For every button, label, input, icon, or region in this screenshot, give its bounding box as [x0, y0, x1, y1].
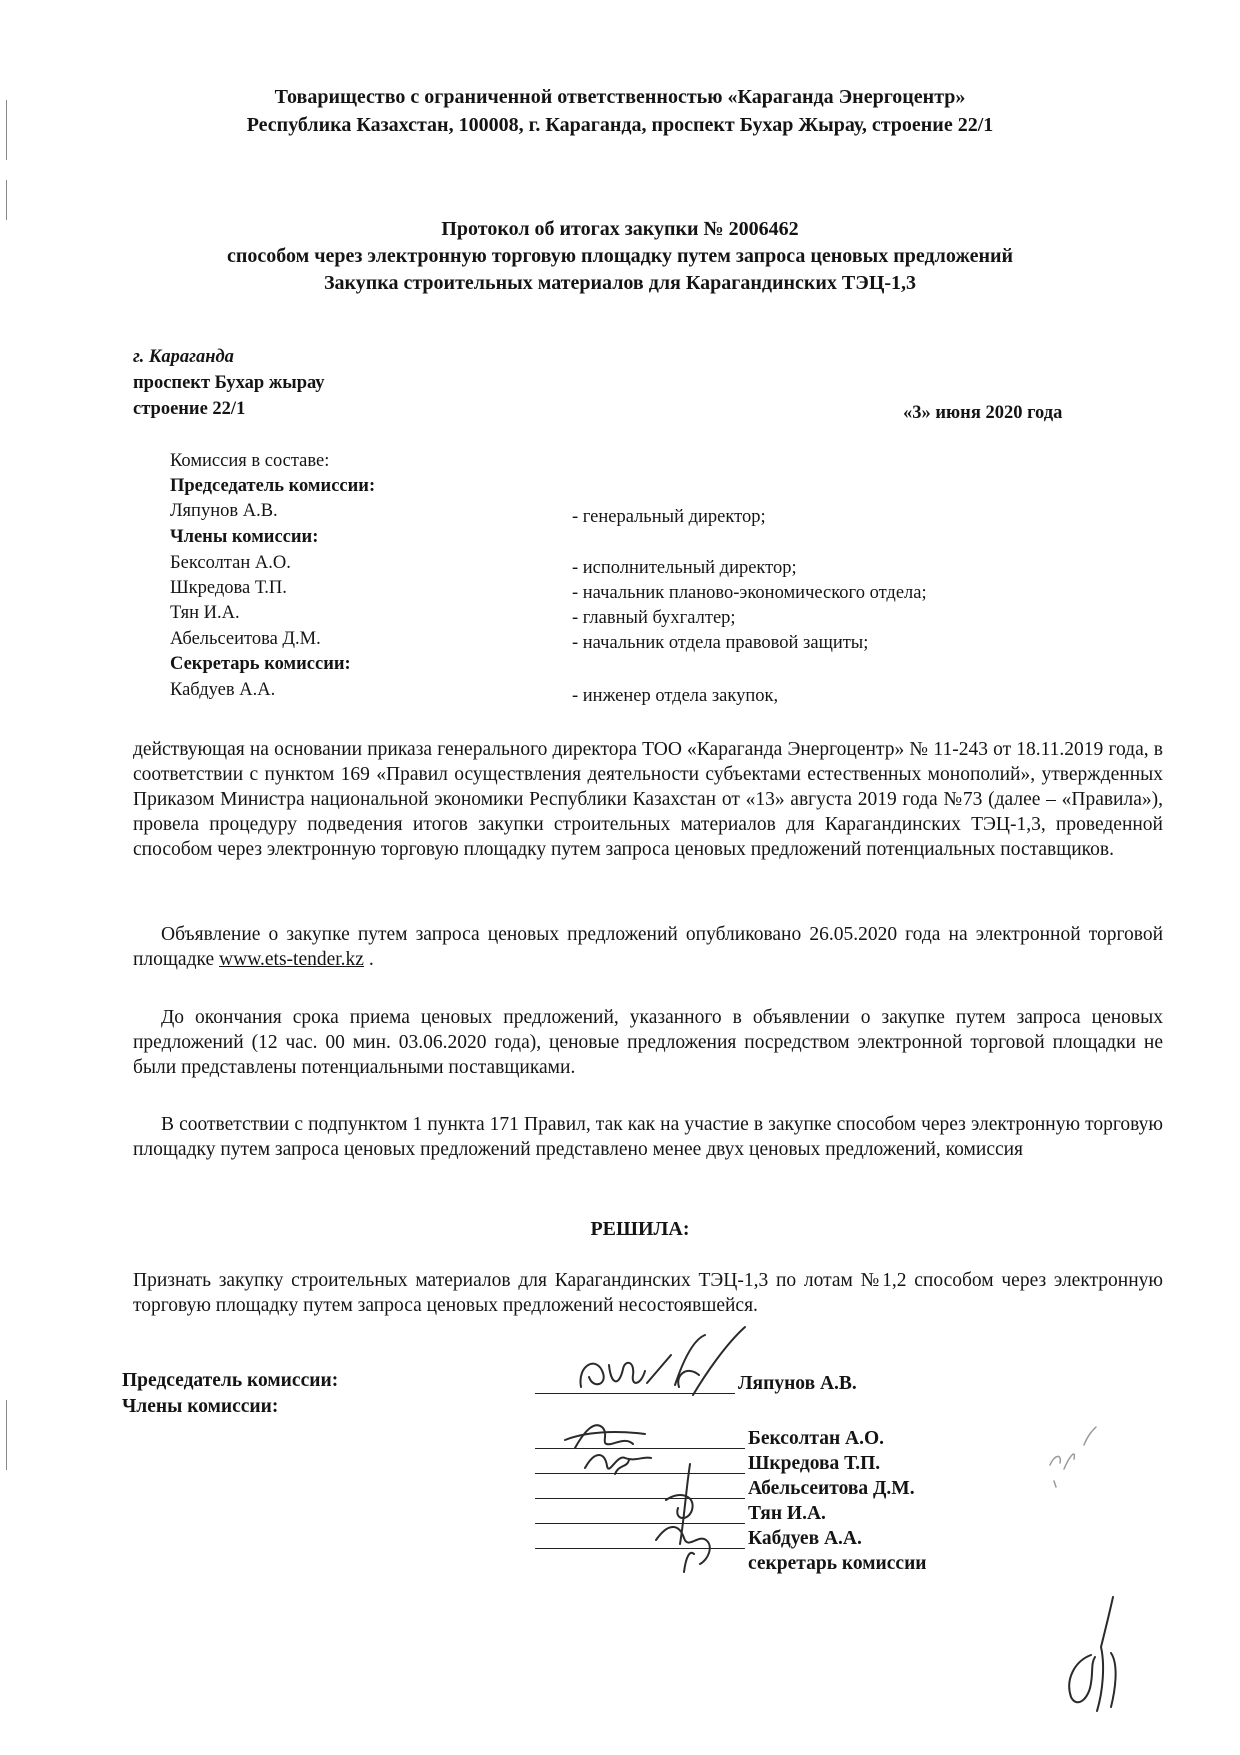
- signature-name: Шкредова Т.П.: [748, 1453, 881, 1474]
- signature-secretary-note: секретарь комиссии: [748, 1553, 927, 1574]
- signature-chair-label: Председатель комиссии:: [122, 1370, 339, 1391]
- place-building: строение 22/1: [133, 399, 246, 419]
- page-initials-signature: [1055, 1595, 1145, 1715]
- secretary-name: Кабдуев А.А.: [170, 680, 276, 700]
- scan-edge-mark: [6, 1400, 7, 1470]
- place-city: г. Караганда: [133, 347, 234, 367]
- company-address: Республика Казахстан, 100008, г. Караганда, проспект Бухар Жырау, строение 22/1: [246, 114, 994, 136]
- commission-intro: Комиссия в составе:: [170, 451, 330, 471]
- signature-name: Абельсеитова Д.М.: [748, 1478, 915, 1499]
- member-role: - начальник планово-экономического отдела;: [572, 583, 927, 603]
- signature-name: Бексолтан А.О.: [748, 1428, 885, 1449]
- protocol-date: «3» июня 2020 года: [903, 403, 1063, 423]
- signature-name: Тян И.А.: [748, 1503, 826, 1524]
- members-heading: Члены комиссии:: [170, 527, 319, 547]
- faint-initials-mark: [1040, 1425, 1100, 1495]
- signature-name: Кабдуев А.А.: [748, 1528, 862, 1549]
- handwritten-signature: [650, 1460, 760, 1580]
- protocol-title: Протокол об итогах закупки № 2006462: [441, 218, 799, 240]
- secretary-role: - инженер отдела закупок,: [572, 686, 779, 706]
- handwritten-signature: [575, 1325, 755, 1405]
- member-name: Шкредова Т.П.: [170, 578, 287, 598]
- ets-tender-link[interactable]: www.ets-tender.kz: [219, 949, 364, 970]
- company-name: Товарищество с ограниченной ответственностью «Караганда Энергоцентр»: [274, 86, 966, 108]
- decision-heading: РЕШИЛА:: [590, 1218, 690, 1240]
- decision-text: Признать закупку строительных материалов для Карагандинских ТЭЦ-1,3 по лотам №1,2 способом через электронную торговую площадку путем запроса ценовых предложений несостоявшейся.: [133, 1270, 1163, 1316]
- announcement-text: Объявление о закупке путем запроса ценовых предложений опубликовано 26.05.2020 года на электронной торговой площадке: [133, 924, 1163, 970]
- paragraph-deadline: До окончания срока приема ценовых предложений, указанного в объявлении о закупке путем запроса ценовых предложений (12 час. 00 мин. 03.06.2020 года), ценовые предложения посредством электронной торговой площадки не были представлены потенциальными поставщиками.: [133, 1007, 1163, 1078]
- place-street: проспект Бухар жырау: [133, 373, 325, 393]
- scan-edge-mark: [6, 100, 7, 160]
- secretary-heading: Секретарь комиссии:: [170, 654, 351, 674]
- paragraph-announcement: [133, 922, 1163, 972]
- member-name: Бексолтан А.О.: [170, 553, 291, 573]
- scan-edge-mark: [6, 180, 7, 220]
- member-name: Абельсеитова Д.М.: [170, 629, 321, 649]
- signature-chair-name: Ляпунов А.В.: [738, 1373, 857, 1394]
- member-role: - начальник отдела правовой защиты;: [572, 633, 869, 653]
- chair-role: - генеральный директор;: [572, 507, 766, 527]
- announcement-end: .: [368, 949, 374, 970]
- chair-heading: Председатель комиссии:: [170, 476, 376, 496]
- signature-members-label: Члены комиссии:: [122, 1396, 279, 1417]
- paragraph-rules: В соответствии с подпунктом 1 пункта 171 Правил, так как на участие в закупке способом через электронную торговую площадку путем запроса ценовых предложений представлено менее двух ценовых предложений, комиссия: [133, 1114, 1163, 1160]
- member-name: Тян И.А.: [170, 603, 240, 623]
- protocol-method: способом через электронную торговую площадку путем запроса ценовых предложений: [226, 245, 1014, 267]
- member-role: - исполнительный директор;: [572, 558, 797, 578]
- paragraph-basis: действующая на основании приказа генерального директора ТОО «Караганда Энергоцентр» № 11-243 от 18.11.2019 года, в соответствии с пунктом 169 «Правил осуществления деятельности субъектами естественных монополий», утвержденных Приказом Министра национальной экономики Республики Казахстан от «13» августа 2019 года №73 (далее – «Правила»), провела процедуру подведения итогов закупки строительных материалов для Карагандинских ТЭЦ-1,3, проведенной способом через электронную торговую площадку путем запроса ценовых предложений потенциальных поставщиков.: [133, 739, 1163, 860]
- protocol-subject: Закупка строительных материалов для Карагандинских ТЭЦ-1,3: [323, 272, 917, 294]
- member-role: - главный бухгалтер;: [572, 608, 736, 628]
- chair-name: Ляпунов А.В.: [170, 501, 278, 521]
